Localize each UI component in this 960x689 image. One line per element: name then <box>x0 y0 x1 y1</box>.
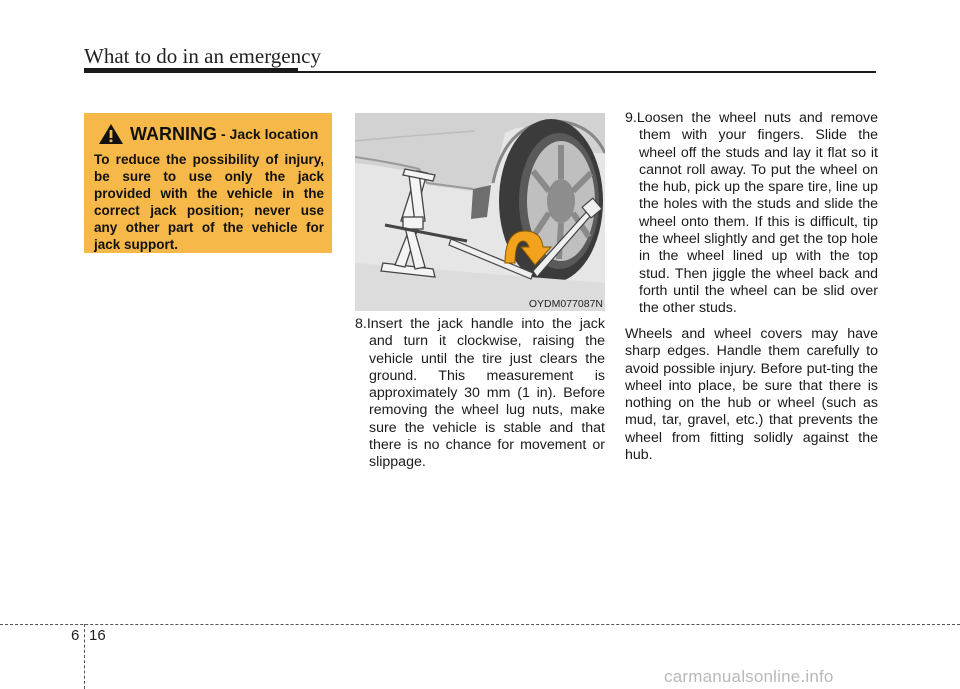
page-number: 16 <box>89 627 106 644</box>
warning-triangle-icon <box>98 123 124 145</box>
chapter-number: 6 <box>71 627 80 644</box>
warning-body: To reduce the possibility of injury, be sure to use only the jack provided with the vehicle in the correct jack position; never use any other part of the vehicle for jack support. <box>94 152 324 252</box>
warning-label: WARNING <box>130 123 217 144</box>
header-rule-thick <box>84 68 298 73</box>
warning-subtitle: - Jack location <box>221 126 319 142</box>
jack-illustration <box>355 113 605 311</box>
warning-box <box>84 113 332 253</box>
step-9-text: 9.Loosen the wheel nuts and remove them with your fingers. Slide the wheel off the studs and lay it flat so it cannot roll away. To put the wheel on the hub, pick up the spare tire, line up the holes with the studs and slide the wheel onto them. If this is difficult, tip the wheel slightly and get the top hole in the wheel lined up with the top stud. Then jiggle the wheel back and forth until the wheel can be slid over the other studs. <box>625 110 878 317</box>
footer-vertical-rule <box>84 624 85 689</box>
footer-rule <box>0 624 960 625</box>
warning-heading <box>94 121 324 147</box>
jack-figure <box>355 113 605 311</box>
watermark: carmanualsonline.info <box>664 667 834 686</box>
figure-code: OYDM077087N <box>528 298 603 310</box>
wheel-caution-paragraph: Wheels and wheel covers may have sharp edges. Handle them carefully to avoid possible injury. Before put-ting the wheel into place, be sure that there is nothing on the hub or wheel (such as mud, tar, gravel, etc.) that prevents the wheel from fitting solidly against the hub. <box>625 326 878 464</box>
header-title: What to do in an emergency <box>84 44 321 68</box>
header-rule-thin <box>298 71 876 73</box>
step-8-text: 8.Insert the jack handle into the jack and turn it clockwise, raising the vehicle until the tire just clears the ground. This measurement is approximately 30 mm (1 in). Before removing the wheel lug nuts, make sure the vehicle is stable and that there is no chance for movement or slippage. <box>355 316 605 471</box>
